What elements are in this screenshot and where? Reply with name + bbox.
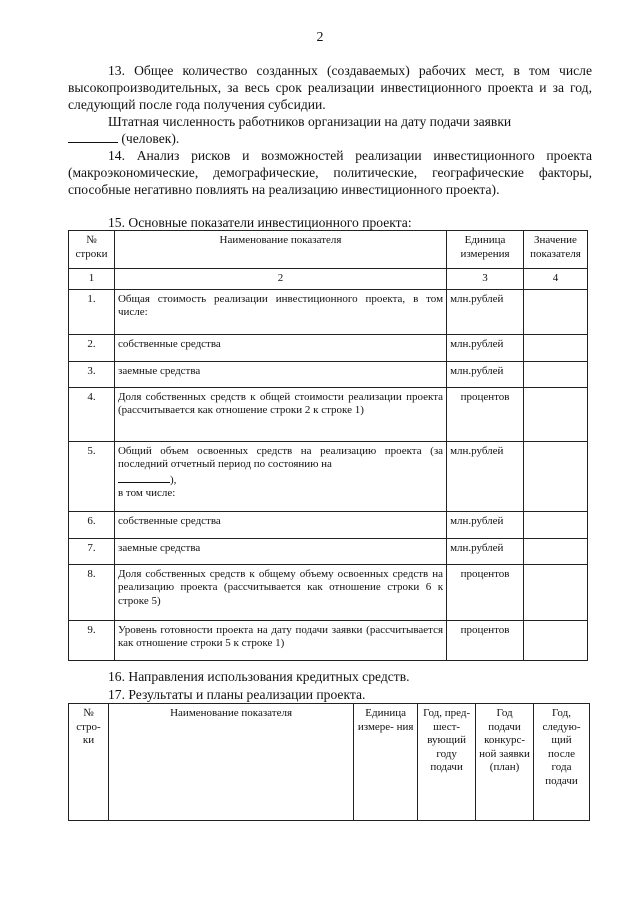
indicator-name-part: Общий объем освоенных средств на реализацию проекта (за последний отчетный период по состоянию на bbox=[117, 444, 444, 470]
table-row bbox=[69, 334, 588, 361]
table-row bbox=[69, 620, 588, 660]
table-row bbox=[69, 538, 588, 564]
paragraph-15: 15. Основные показатели инвестиционного проекта: bbox=[108, 215, 412, 230]
indicator-value bbox=[524, 564, 588, 620]
row-number: 4. bbox=[69, 387, 115, 441]
indicator-value bbox=[524, 387, 588, 441]
indicator-unit: млн.рублей bbox=[447, 441, 524, 511]
indicator-name: заемные средства bbox=[114, 538, 446, 564]
indicator-value bbox=[524, 289, 588, 334]
indicator-value bbox=[524, 511, 588, 538]
indicator-unit: процентов bbox=[447, 387, 524, 441]
staff-count-text: Штатная численность работников организации на дату подачи заявки bbox=[108, 114, 512, 129]
column-numbers-row bbox=[69, 269, 588, 290]
table-header-row bbox=[69, 231, 588, 269]
row-number: 3. bbox=[69, 361, 115, 387]
table-row bbox=[69, 441, 588, 511]
indicator-name: Доля собственных средств к общему объему освоенных средств на реализацию проекта (рассчитывается как отношение строки 6 к строке 5) bbox=[114, 564, 446, 620]
table-row bbox=[69, 511, 588, 538]
paragraph-16: 16. Направления использования кредитных средств. bbox=[108, 669, 410, 684]
indicator-unit: процентов bbox=[447, 564, 524, 620]
row-number: 1. bbox=[69, 289, 115, 334]
indicator-unit: млн.рублей bbox=[447, 361, 524, 387]
header-unit: Единица измере- ния bbox=[354, 704, 418, 821]
indicator-unit: млн.рублей bbox=[447, 511, 524, 538]
indicator-name bbox=[114, 441, 446, 511]
table-row bbox=[69, 387, 588, 441]
header-year-before: Год, пред- шест- вующий году подачи bbox=[418, 704, 476, 821]
row-number: 7. bbox=[69, 538, 115, 564]
column-number: 2 bbox=[114, 269, 446, 290]
row-number: 5. bbox=[69, 441, 115, 511]
staff-count-blank bbox=[68, 132, 118, 143]
row-number: 8. bbox=[69, 564, 115, 620]
indicator-name: собственные средства bbox=[114, 511, 446, 538]
column-number: 1 bbox=[69, 269, 115, 290]
indicator-value bbox=[524, 334, 588, 361]
results-table bbox=[68, 703, 590, 821]
indicators-table bbox=[68, 230, 588, 661]
header-indicator-name: Наименование показателя bbox=[114, 231, 446, 269]
table-header-row bbox=[69, 704, 590, 821]
indicator-name-part: ), bbox=[169, 473, 177, 486]
header-indicator-name: Наименование показателя bbox=[108, 704, 353, 821]
indicator-name: Уровень готовности проекта на дату подачи заявки (рассчитывается как отношение строки 5 к строке 1) bbox=[114, 620, 446, 660]
indicator-name: заемные средства bbox=[114, 361, 446, 387]
column-number: 4 bbox=[524, 269, 588, 290]
indicator-value bbox=[524, 441, 588, 511]
indicator-name-part: в том числе: bbox=[117, 487, 176, 499]
indicator-value bbox=[524, 620, 588, 660]
row-number: 9. bbox=[69, 620, 115, 660]
indicator-unit: млн.рублей bbox=[447, 538, 524, 564]
paragraph-17: 17. Результаты и планы реализации проекта. bbox=[108, 687, 366, 702]
column-number: 3 bbox=[447, 269, 524, 290]
indicator-name: собственные средства bbox=[114, 334, 446, 361]
header-year-of-application: Год подачи конкурс- ной заявки (план) bbox=[476, 704, 534, 821]
page-number: 2 bbox=[316, 30, 324, 45]
indicator-value bbox=[524, 538, 588, 564]
table-row bbox=[69, 564, 588, 620]
staff-count-paragraph bbox=[68, 113, 592, 147]
staff-count-unit: (человек). bbox=[121, 131, 180, 146]
paragraph-14: 14. Анализ рисков и возможностей реализации инвестиционного проекта (макроэкономические, демографические, политические, географические факторы, способные негативно повлиять на реализацию инвестиционного проекта). bbox=[68, 148, 592, 197]
indicator-unit: процентов bbox=[447, 620, 524, 660]
date-blank bbox=[118, 472, 170, 483]
header-unit: Единица измерения bbox=[447, 231, 524, 269]
header-row-no: № стро- ки bbox=[69, 704, 109, 821]
indicator-name: Общая стоимость реализации инвестиционного проекта, в том числе: bbox=[114, 289, 446, 334]
indicator-unit: млн.рублей bbox=[447, 289, 524, 334]
indicator-unit: млн.рублей bbox=[447, 334, 524, 361]
row-number: 6. bbox=[69, 511, 115, 538]
indicator-name: Доля собственных средств к общей стоимости реализации проекта (рассчитывается как отношение строки 2 к строке 1) bbox=[114, 387, 446, 441]
header-year-after: Год, следую- щий после года подачи bbox=[534, 704, 590, 821]
table-row bbox=[69, 289, 588, 334]
header-row-no: № строки bbox=[69, 231, 115, 269]
row-number: 2. bbox=[69, 334, 115, 361]
header-value: Значение показателя bbox=[524, 231, 588, 269]
paragraph-13: 13. Общее количество созданных (создаваемых) рабочих мест, в том числе высокопроизводительных, за весь срок реализации инвестиционного проекта и за год, следующий после года получения субсидии. bbox=[68, 63, 592, 112]
indicator-value bbox=[524, 361, 588, 387]
table-row bbox=[69, 361, 588, 387]
